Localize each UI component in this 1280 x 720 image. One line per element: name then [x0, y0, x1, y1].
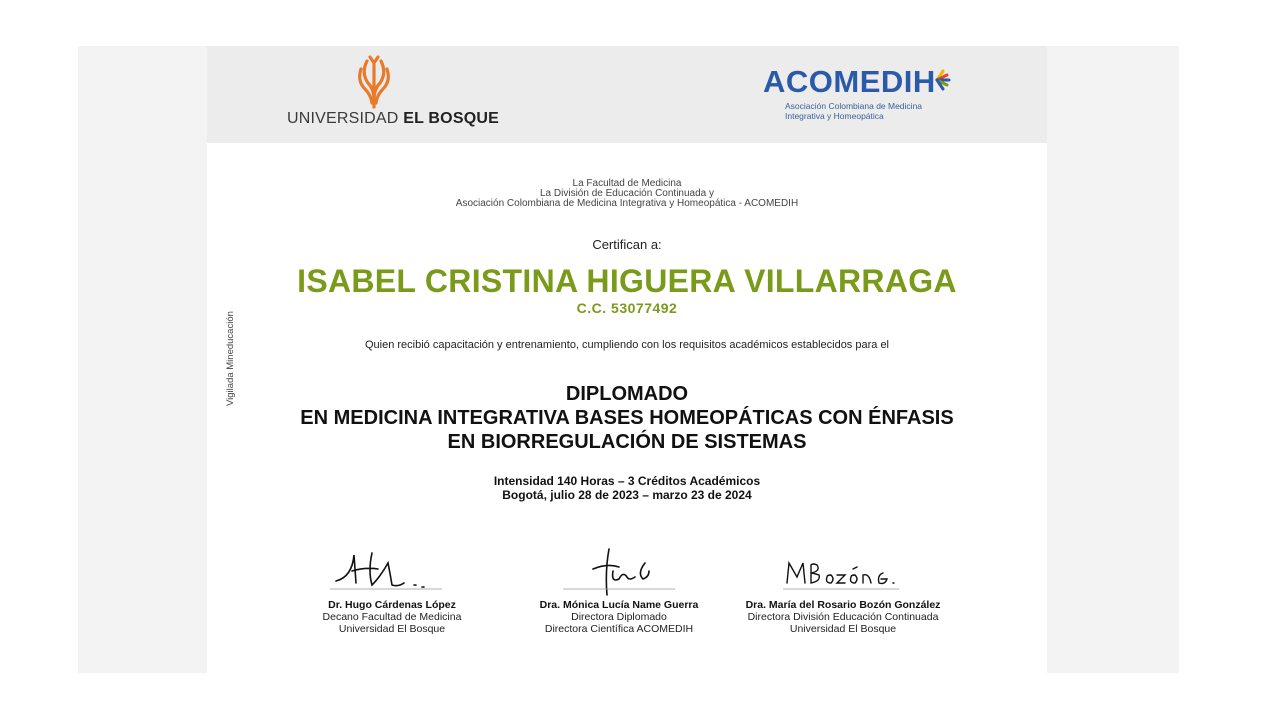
intro-line-1: La Facultad de Medicina	[572, 178, 682, 189]
logo-header	[207, 46, 1047, 143]
recipient-name: ISABEL CRISTINA HIGUERA VILLARRAGA	[297, 263, 957, 299]
program-title	[207, 382, 1047, 454]
vigilada-mineducacion-mark: Vigilada Mineducación	[225, 311, 236, 406]
program-title-line-2: EN MEDICINA INTEGRATIVA BASES HOMEOPÁTICAS CON ÉNFASIS	[300, 407, 954, 429]
program-intensity: Intensidad 140 Horas – 3 Créditos Académicos	[493, 474, 761, 488]
university-prefix: UNIVERSIDAD	[287, 110, 399, 127]
certify-label: Certifican a:	[592, 237, 662, 252]
program-title-line-3: EN BIORREGULACIÓN DE SISTEMAS	[447, 431, 807, 453]
acomedih-logo	[763, 64, 963, 130]
signatory-name: Dra. María del Rosario Bozón González	[745, 599, 941, 611]
signature-block-director	[509, 541, 729, 635]
acomedih-subtitle	[785, 101, 922, 121]
university-name: EL BOSQUE	[403, 110, 499, 127]
signatory-name: Dr. Hugo Cárdenas López	[328, 599, 456, 611]
signature-hugo-cardenas	[322, 541, 462, 599]
signatory-role: Directora División Educación Continuada	[747, 611, 939, 623]
certificate-page	[207, 46, 1047, 673]
intro-line-2: La División de Educación Continuada y	[540, 188, 714, 199]
signatory-role: Decano Facultad de Medicina	[322, 611, 462, 623]
program-dates: Bogotá, julio 28 de 2023 – marzo 23 de 2024	[502, 488, 752, 502]
program-details	[207, 474, 1047, 502]
university-wordmark	[287, 110, 499, 128]
signature-monica-name	[549, 541, 689, 599]
signatory-name: Dra. Mónica Lucía Name Guerra	[539, 599, 699, 611]
signature-block-continuing-education	[733, 541, 953, 635]
signatory-institution: Universidad El Bosque	[789, 623, 897, 635]
signature-maria-bozon	[773, 541, 913, 599]
signatory-institution: Directora Científica ACOMEDIH	[544, 623, 694, 635]
received-statement: Quien recibió capacitación y entrenamiento, cumpliendo con los requisitos académicos establecidos para el	[364, 339, 889, 351]
acomedih-wordmark: ACOMEDIH	[763, 64, 936, 99]
recipient-id: C.C. 53077492	[576, 300, 678, 316]
signature-block-dean	[282, 541, 502, 635]
el-bosque-emblem-icon	[355, 55, 393, 109]
issuing-institutions	[207, 179, 1047, 209]
acomedih-subtitle-line-2: Integrativa y Homeopática	[785, 111, 884, 121]
program-title-line-1: DIPLOMADO	[565, 383, 689, 405]
acomedih-burst-icon	[933, 67, 955, 93]
signatory-role: Directora Diplomado	[571, 611, 667, 623]
certificate-backdrop	[78, 46, 1179, 673]
intro-line-3: Asociación Colombiana de Medicina Integrativa y Homeopática - ACOMEDIH	[455, 198, 799, 209]
universidad-el-bosque-logo	[287, 55, 499, 133]
acomedih-subtitle-line-1: Asociación Colombiana de Medicina	[785, 101, 923, 111]
signatory-institution: Universidad El Bosque	[338, 623, 446, 635]
